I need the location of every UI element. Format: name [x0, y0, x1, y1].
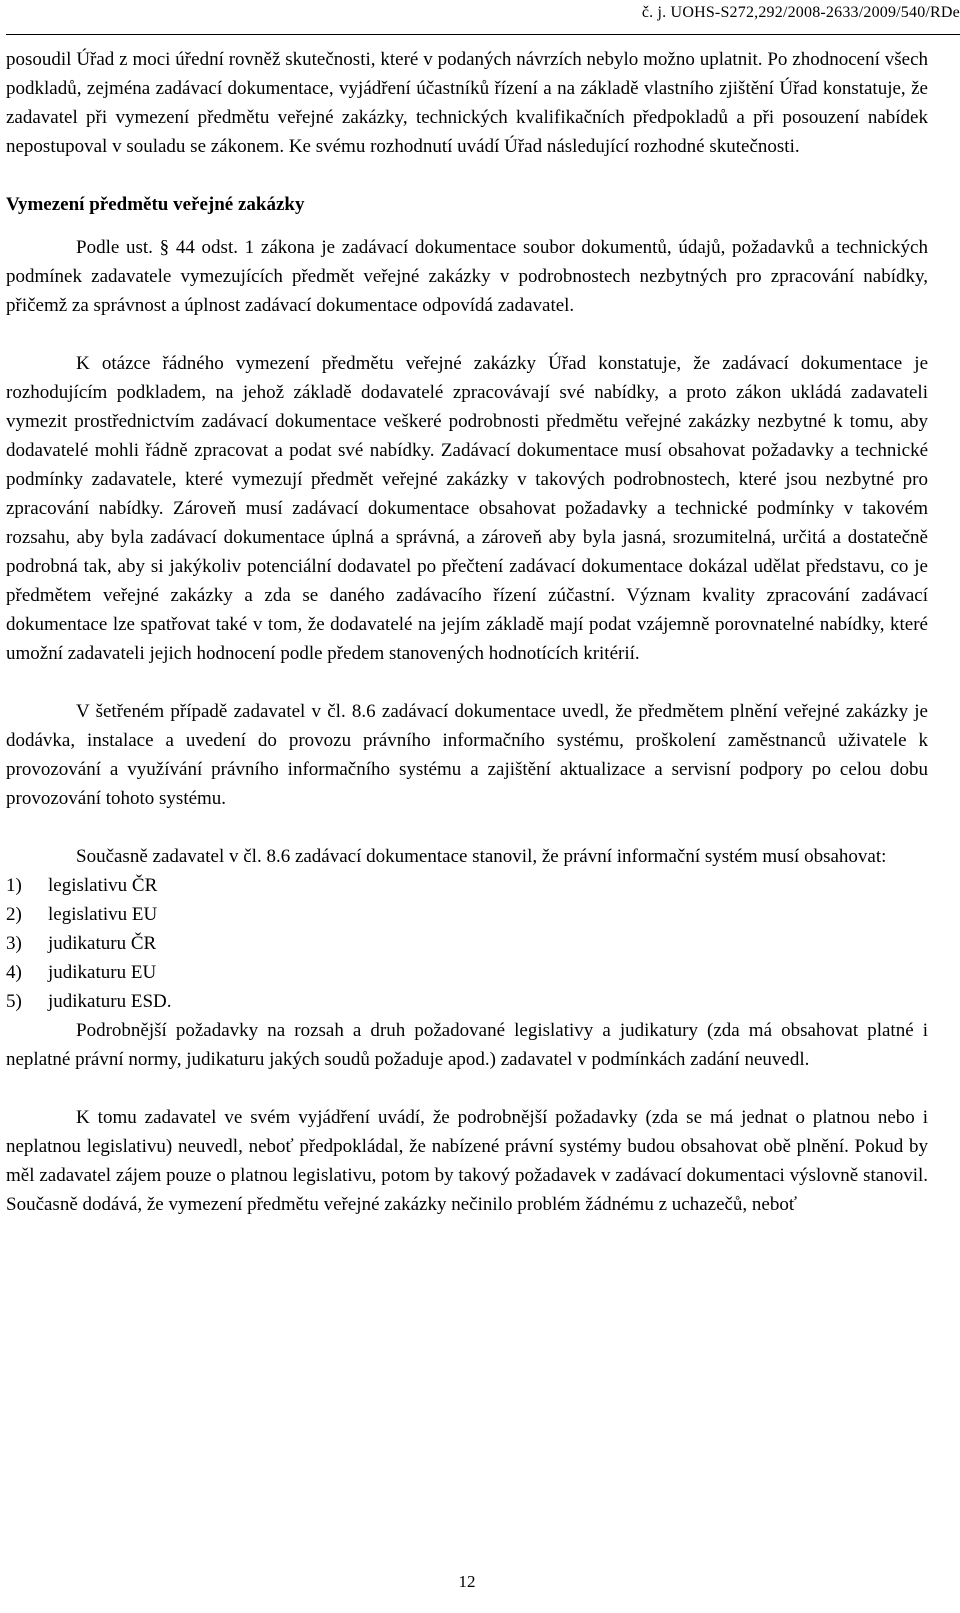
section-heading: Vymezení předmětu veřejné zakázky: [6, 194, 305, 215]
list-item-text: legislativu ČR: [48, 875, 158, 896]
list-item-text: legislativu EU: [48, 904, 158, 925]
document-reference-header: č. j. UOHS-S272,292/2008-2633/2009/540/RDe: [641, 4, 960, 21]
paragraph-subject-of-contract: V šetřeném případě zadavatel v čl. 8.6 zadávací dokumentace uvedl, že předmětem plnění veřejné zakázky je dodávka, instalace a uvedení do provozu právního informačního systému, proškolení zaměstnanců uživatele k provozování a využívání právního informačního systému a zajištění aktualizace a servisní podpory po celou dobu provozování tohoto systému.: [6, 701, 928, 809]
page-number: 12: [458, 1572, 476, 1591]
list-item-number: 5): [6, 991, 22, 1012]
list-item-number: 3): [6, 933, 22, 954]
paragraph-system-requirements: Současně zadavatel v čl. 8.6 zadávací dokumentace stanovil, že právní informační systém musí obsahovat:: [76, 846, 887, 867]
list-item-number: 1): [6, 875, 22, 896]
paragraph-detailed-requirements: Podrobnější požadavky na rozsah a druh požadované legislativy a judikatury (zda má obsahovat platné i neplatné právní normy, judikaturu jakých soudů požaduje apod.) zadavatel v podmínkách zadání neuvedl.: [6, 1020, 928, 1070]
list-item-text: judikaturu ČR: [48, 933, 157, 954]
list-item: [6, 987, 928, 1016]
list-item: [6, 929, 928, 958]
list-item-number: 4): [6, 962, 22, 983]
paragraph-contracting-authority-statement: K tomu zadavatel ve svém vyjádření uvádí, že podrobnější požadavky (zda se má jednat o platnou nebo i neplatnou legislativu) neuvedl, neboť předpokládal, že nabízené právní systémy budou obsahovat obě plnění. Pokud by měl zadavatel zájem pouze o platnou legislativu, potom by takový požadavek v zadávací dokumentaci výslovně stanovil. Současně dodává, že vymezení předmětu veřejné zakázky nečinilo problém žádnému z uchazečů, neboť: [6, 1107, 928, 1215]
list-item-text: judikaturu ESD.: [48, 991, 172, 1012]
paragraph-intro: posoudil Úřad z moci úřední rovněž skutečnosti, které v podaných návrzích nebylo možno uplatnit. Po zhodnocení všech podkladů, zejména zadávací dokumentace, vyjádření účastníků řízení a na základě vlastního zjištění Úřad konstatuje, že zadavatel při vymezení předmětu veřejné zakázky, technických kvalifikačních předpokladů a při posouzení nabídek nepostupoval v souladu se zákonem. Ke svému rozhodnutí uvádí Úřad následující rozhodné skutečnosti.: [6, 49, 928, 157]
list-item: [6, 900, 928, 929]
list-item-number: 2): [6, 904, 22, 925]
paragraph-legal-definition: Podle ust. § 44 odst. 1 zákona je zadávací dokumentace soubor dokumentů, údajů, požadavků a technických podmínek zadavatele vymezujících předmět veřejné zakázky v podrobnostech nezbytných pro zpracování nabídky, přičemž za správnost a úplnost zadávací dokumentace odpovídá zadavatel.: [6, 237, 928, 316]
paragraph-tender-documentation: K otázce řádného vymezení předmětu veřejné zakázky Úřad konstatuje, že zadávací dokumentace je rozhodujícím podkladem, na jehož základě dodavatelé zpracovávají své nabídky, a proto zákon ukládá zadavateli vymezit prostřednictvím zadávací dokumentace veškeré podrobnosti předmětu veřejné zakázky nezbytné k tomu, aby dodavatelé mohli řádně zpracovat a podat své nabídky. Zadávací dokumentace musí obsahovat požadavky a technické podmínky zadavatele, které vymezují předmět veřejné zakázky v takových podrobnostech, které jsou nezbytné pro zpracování nabídky. Zároveň musí zadávací dokumentace obsahovat požadavky a technické podmínky v takovém rozsahu, aby byla zadávací dokumentace úplná a správná, a zároveň aby byla jasná, srozumitelná, určitá a dostatečně podrobná tak, aby si jakýkoliv potenciální dodavatel po přečtení zadávací dokumentace dokázal udělat představu, co je předmětem veřejné zakázky a zda se daného zadávacího řízení zúčastní. Význam kvality zpracování zadávací dokumentace lze spatřovat také v tom, že dodavatelé na jejím základě mají podat vzájemně porovnatelné nabídky, které umožní zadavateli jejich hodnocení podle předem stanovených hodnotících kritérií.: [6, 353, 928, 664]
list-item: [6, 871, 928, 900]
list-item: [6, 958, 928, 987]
header-divider: [6, 34, 960, 35]
list-item-text: judikaturu EU: [48, 962, 157, 983]
document-body: [6, 45, 928, 1219]
requirements-list: [6, 871, 928, 1016]
